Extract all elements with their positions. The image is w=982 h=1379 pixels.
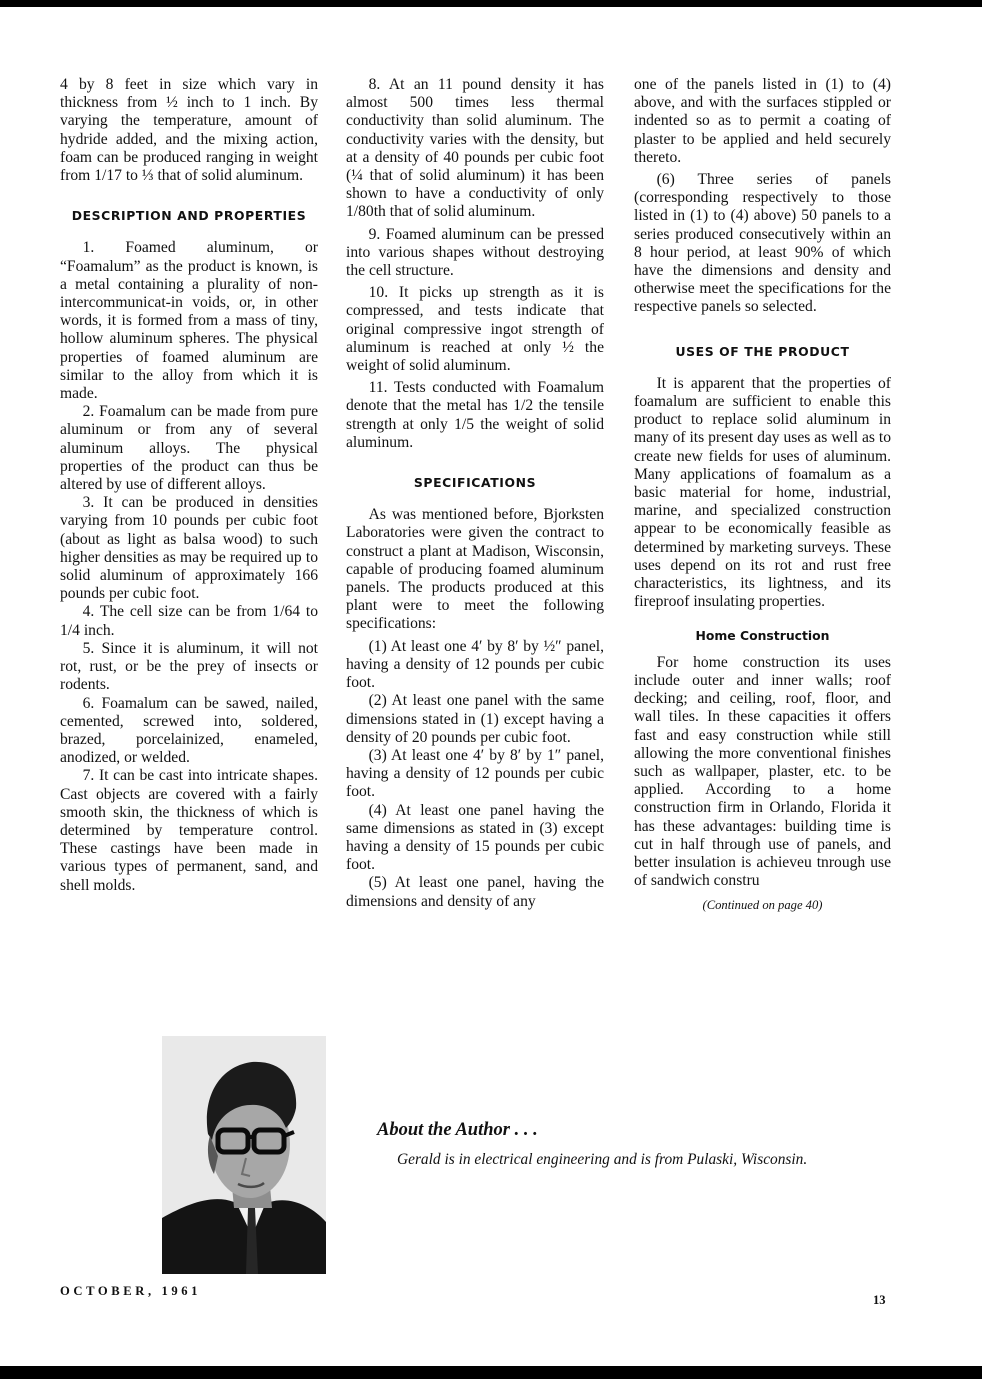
continued-note: (Continued on page 40) [702,898,823,913]
paragraph: 4 by 8 feet in size which vary in thickness from ½ inch to 1 inch. By varying the temperature, amount of hydride added, and the mixing action, foam can be produced ranging in weight from 1/17 to ⅓ that of solid aluminum. [60,76,318,185]
paragraph: As was mentioned before, Bjorksten Laboratories were given the contract to construct a plant at Madison, Wisconsin, capable of producing foamed aluminum panels. The products produced at this plant were to meet the following specifications: [346,506,604,633]
paragraph: It is apparent that the properties of foamalum are sufficient to enable this product to replace solid aluminum in many of its present day uses as well as to create new fields for uses of aluminum. Many applications of foamalum as a basic material for home, industrial, marine, and specialized construction appear to be economically feasible as determined by marketing surveys. These uses depend on its rot and rust free characteristics, its lightness, and its fireproof insulating properties. [634,374,891,611]
paragraph: one of the panels listed in (1) to (4) above, and with the surfaces stippled or indented so as to permit a coating of plaster to be applied and held securely thereto. [634,76,891,166]
page-number: 13 [873,1293,886,1307]
column-2 [346,76,604,911]
spec-item: (6) Three series of panels (corresponding respectively to those listed in (1) to (4) above) 50 panels to a series produced consecutively within an 8 hour period, at least 90% of which have the dimensions and density and otherwise meet the specifications for the respective panels so selected. [634,171,891,316]
spec-item: (4) At least one panel having the same dimensions as stated in (3) except having a density of 15 pounds per cubic foot. [346,801,604,874]
spec-item: (2) At least one panel with the same dimensions stated in (1) except having a density of 20 pounds per cubic foot. [346,692,604,746]
about-title: About the Author . . . [377,1120,538,1140]
property-item: 1. Foamed aluminum, or “Foamalum” as the product is known, is a metal containing a plurality of non-intercommunicat-in voids, or, in other words, it is formed from a mass of tiny, hollow aluminum spheres. The physical properties of foamed aluminum are similar to the alloy from which it is made. [60,239,318,403]
author-photo [162,1036,326,1274]
spec-item: (3) At least one 4′ by 8′ by 1″ panel, having a density of 12 pounds per cubic foot. [346,746,604,801]
section-heading-description: DESCRIPTION AND PROPERTIES [71,208,307,224]
top-border [0,0,982,7]
bottom-border [0,1366,982,1379]
property-item: 3. It can be produced in densities varying from 10 pounds per cubic foot (about as light as balsa wood) to such higher densities as may be required up to solid aluminum of approximately 166 pounds per cubic foot. [60,494,318,603]
spec-item: (5) At least one panel, having the dimensions and density of any [346,874,604,910]
column-1 [60,76,318,895]
about-the-author [377,1120,897,1170]
property-item: 10. It picks up strength as it is compressed, and tests indicate that original compressive ingot strength of aluminum is reached at only ½ the weight of solid aluminum. [346,284,604,375]
property-item: 6. Foamalum can be sawed, nailed, cemented, screwed into, soldered, brazed, porcelainized, enameled, anodized, or welded. [60,694,318,767]
author-portrait-image [162,1036,326,1274]
property-item: 9. Foamed aluminum can be pressed into various shapes without destroying the cell structure. [346,225,604,280]
property-item: 5. Since it is aluminum, it will not rot, rust, or be the prey of insects or rodents. [60,639,318,694]
paragraph: For home construction its uses include outer and inner walls; roof decking; and ceiling, roof, floor, and wall tiles. In these capacities it offers fast and easy construction while still allowing the more conventional finishes such as wallpaper, plaster, etc. to be applied. According to a home construction firm in Orlando, Florida it has these advantages: building time is cut in half through use of panels, and better insulation is achieveu tnrough use of sandwich constru [634,653,891,890]
section-heading-specifications: SPECIFICATIONS [413,475,537,491]
property-item: 11. Tests conducted with Foamalum denote that the metal has 1/2 the tensile strength at only 1/5 the weight of solid aluminum. [346,379,604,451]
property-item: 8. At an 11 pound density it has almost 500 times less thermal conductivity than solid aluminum. The conductivity varies with the density, but at a density of 40 pounds per cubic foot (¼ that of solid aluminum) it has been shown to have a conductivity of only 1/80th that of solid aluminum. [346,76,604,221]
spec-item: (1) At least one 4′ by 8′ by ½″ panel, having a density of 12 pounds per cubic foot. [346,637,604,692]
section-heading-uses: USES OF THE PRODUCT [675,343,850,359]
subheading-home-construction: Home Construction [695,628,830,644]
property-item: 7. It can be cast into intricate shapes. Cast objects are covered with a fairly smooth skin, the thickness of which is determined by temperature control. These castings have been made in various types of permanent, sand, and shell molds. [60,767,318,894]
column-3 [634,76,891,915]
issue-date: OCTOBER, 1961 [60,1284,202,1298]
about-text: Gerald is in electrical engineering and is from Pulaski, Wisconsin. [397,1151,808,1168]
property-item: 2. Foamalum can be made from pure aluminum or from any of several aluminum alloys. The physical properties of the product can thus be altered by use of different alloys. [60,403,318,494]
property-item: 4. The cell size can be from 1/64 to 1/4 inch. [60,603,318,639]
